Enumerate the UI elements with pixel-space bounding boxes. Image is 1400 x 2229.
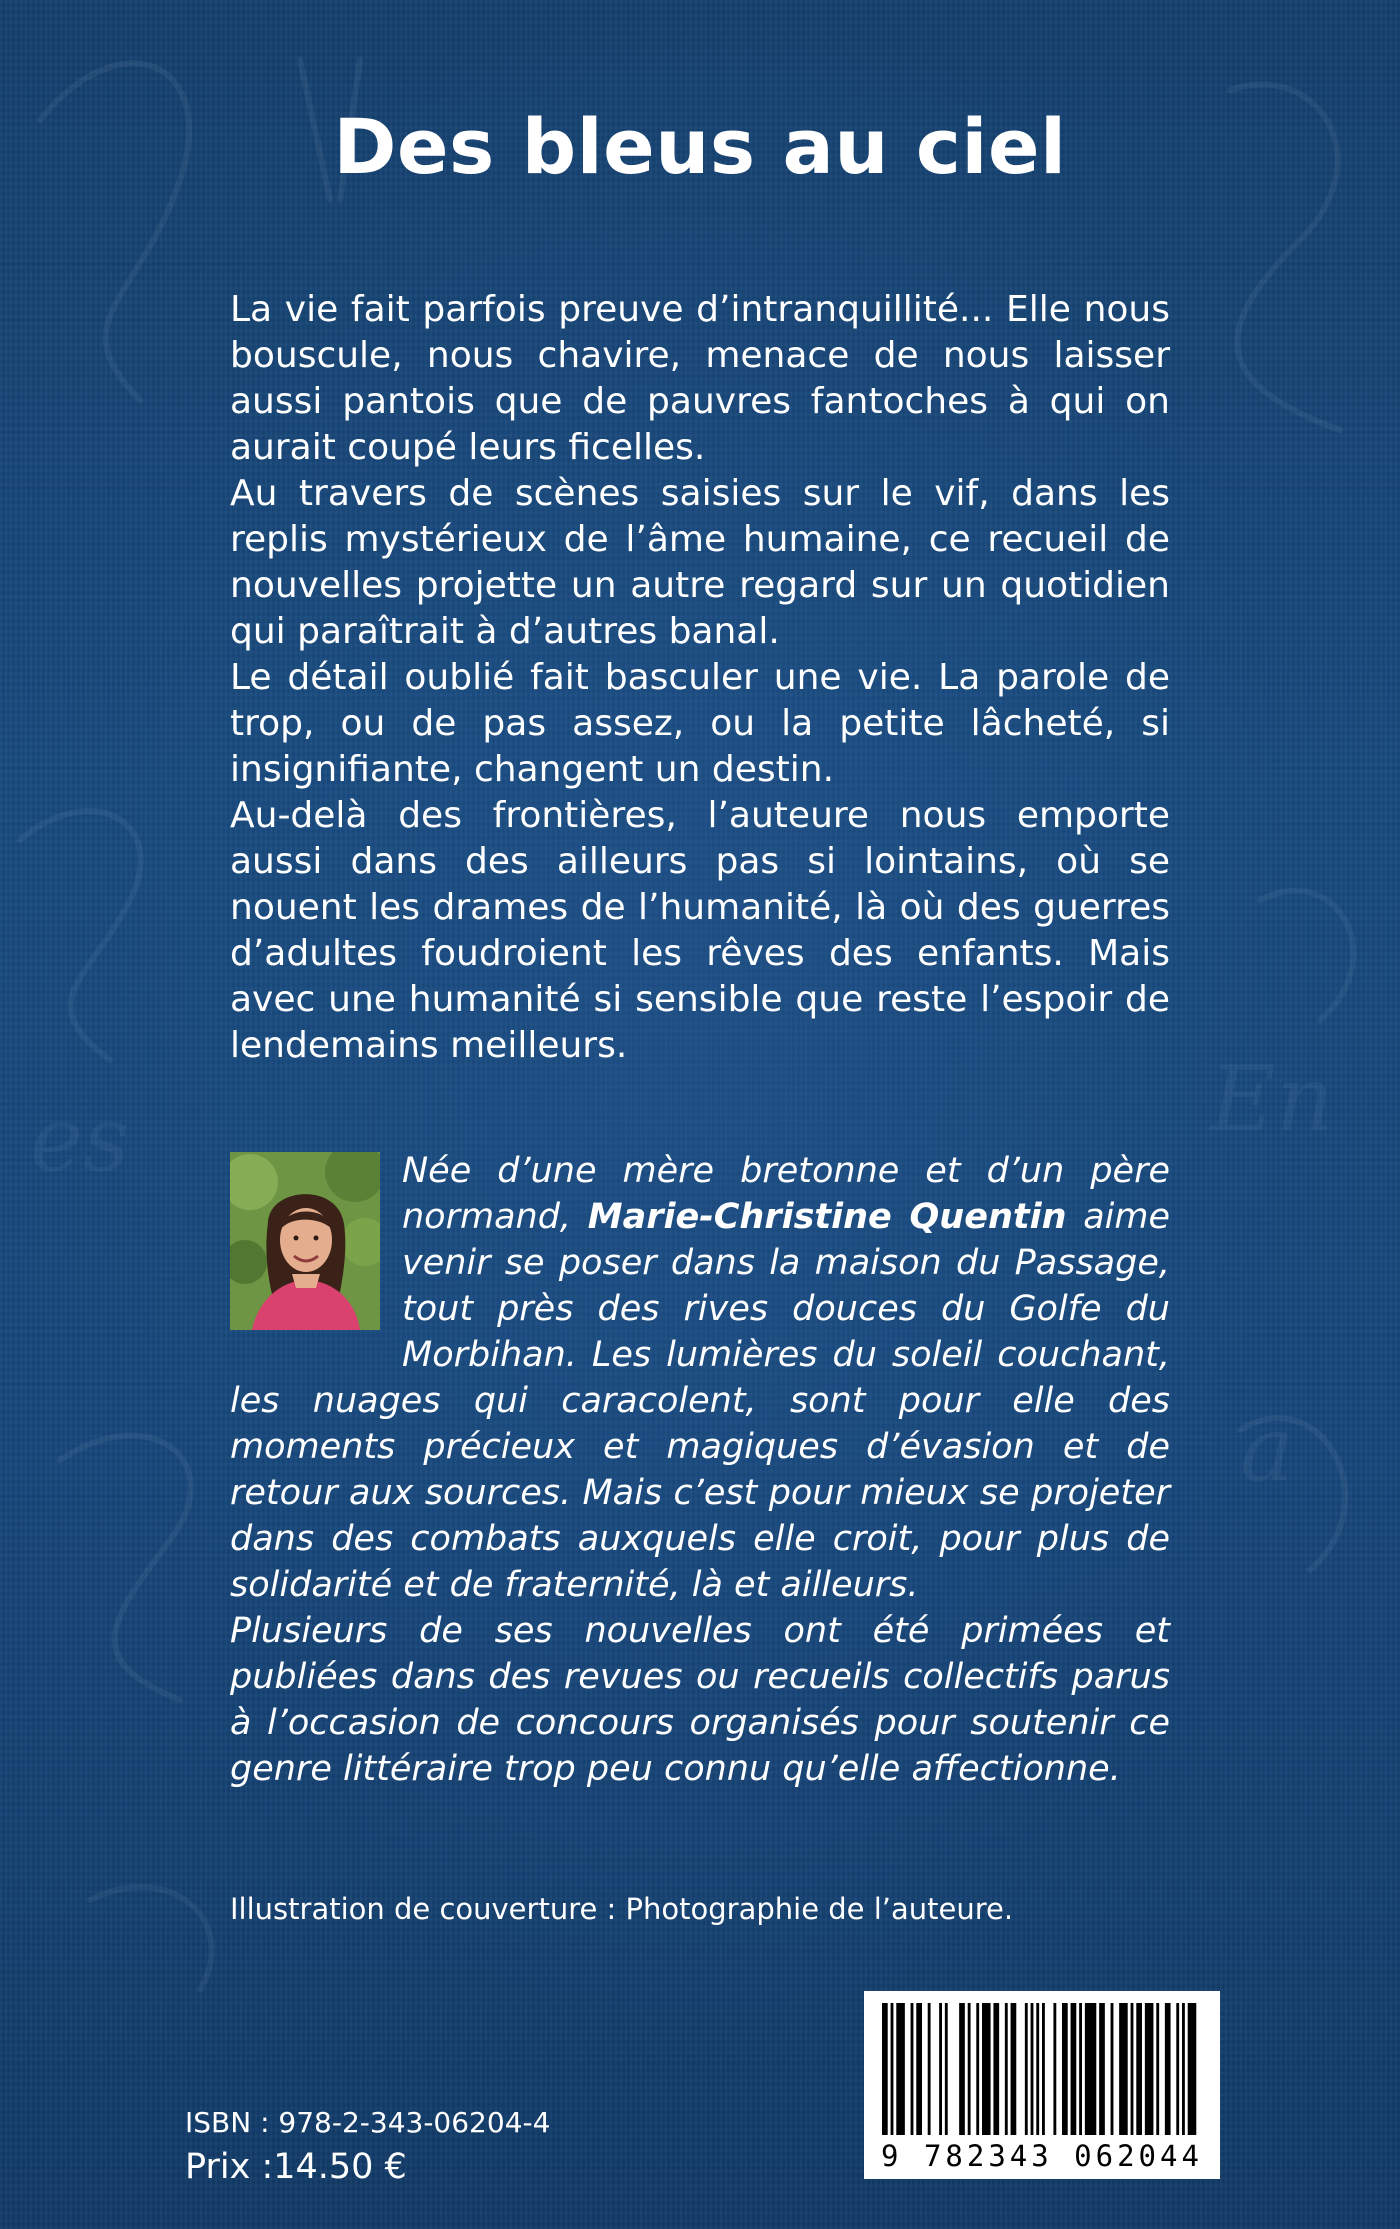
synopsis-paragraph: Au travers de scènes saisies sur le vif, dans les replis mystérieux de l’âme humaine, ce recueil de nouvelles projette un autre regard sur un quotidien qui paraîtrait à d’autres banal. — [230, 473, 1170, 652]
svg-text:a: a — [1240, 1397, 1294, 1502]
isbn-barcode — [864, 1991, 1220, 2179]
barcode-bar — [928, 2003, 931, 2135]
barcode-bar — [891, 2003, 894, 2135]
barcode-bar — [1119, 2003, 1128, 2135]
barcode-bar — [882, 2003, 888, 2135]
barcode-bar — [1062, 2003, 1068, 2135]
barcode-bar — [1182, 2003, 1185, 2135]
author-biography — [230, 1148, 1170, 1792]
barcode-bar — [1176, 2003, 1179, 2135]
barcode-bar — [1025, 2003, 1028, 2135]
barcode-bar — [968, 2003, 971, 2135]
barcode-digits: 9 782343 062044 — [881, 2139, 1203, 2173]
barcode-bar — [911, 2003, 914, 2135]
barcode-bar — [976, 2003, 979, 2135]
author-bio-rest: aime venir se poser dans la maison du Passage, tout près des rives douces du Golfe du Morbihan. Les lumières du soleil couchant, les nuages qui caracolent, sont pour elle des moments précieux et magiques d’évasion et de retour aux sources. Mais c’est pour mieux se projeter dans des combats auxquels elle croit, pour plus de solidarité et de fraternité, là et ailleurs. — [230, 1197, 1170, 1605]
author-photo — [230, 1152, 380, 1330]
barcode-bar — [1036, 2003, 1039, 2135]
barcode-bar — [916, 2003, 922, 2135]
barcode-bar — [1042, 2003, 1045, 2135]
barcode-bar — [1156, 2003, 1159, 2135]
barcode-bar — [1005, 2003, 1008, 2135]
barcode-bar — [1011, 2003, 1017, 2135]
svg-text:es: es — [30, 1087, 130, 1192]
svg-text:En: En — [1210, 1047, 1334, 1152]
barcode-bar — [896, 2003, 905, 2135]
barcode-bars — [882, 2003, 1202, 2135]
barcode-bar — [1079, 2003, 1082, 2135]
book-price: Prix :14.50 € — [185, 2147, 407, 2187]
book-title: Des bleus au ciel — [333, 102, 1067, 191]
barcode-bar — [1071, 2003, 1077, 2135]
barcode-bar — [993, 2003, 999, 2135]
barcode-bar — [1145, 2003, 1154, 2135]
barcode-bar — [1085, 2003, 1096, 2135]
author-portrait-image — [230, 1152, 380, 1330]
barcode-bar — [945, 2003, 948, 2135]
barcode-bar — [1031, 2003, 1034, 2135]
barcode-bar — [1165, 2003, 1171, 2135]
synopsis-paragraph: La vie fait parfois preuve d’intranquillité... Elle nous bouscule, nous chavire, menace de nous laisser aussi pantois que de pauvres fantoches à qui on aurait coupé leurs ficelles. — [230, 289, 1170, 468]
author-name: Marie-Christine Quentin — [587, 1197, 1067, 1237]
author-bio-intro: Née d’une mère bretonne et d’un père normand, — [402, 1151, 1170, 1237]
barcode-bar — [1136, 2003, 1142, 2135]
barcode-bar — [1188, 2003, 1197, 2135]
cover-illustration-credit: Illustration de couverture : Photographie de l’auteure. — [230, 1892, 1014, 1926]
synopsis-paragraph: Le détail oublié fait basculer une vie. La parole de trop, ou de pas assez, ou la petite lâcheté, si insignifiante, changent un destin. — [230, 657, 1170, 790]
synopsis-text — [230, 287, 1170, 1069]
barcode-bar — [1099, 2003, 1105, 2135]
barcode-bar — [939, 2003, 942, 2135]
barcode-bar — [1053, 2003, 1056, 2135]
author-bio-paragraph-2: Plusieurs de ses nouvelles ont été primées et publiées dans des revues ou recueils collectifs parus à l’occasion de concours organisés pour soutenir ce genre littéraire trop peu connu qu’elle affectionne. — [230, 1611, 1170, 1789]
barcode-bar — [1111, 2003, 1114, 2135]
barcode-bar — [959, 2003, 965, 2135]
barcode-bar — [982, 2003, 991, 2135]
isbn-number: ISBN : 978-2-343-06204-4 — [185, 2106, 551, 2139]
synopsis-paragraph: Au-delà des frontières, l’auteure nous emporte aussi dans des ailleurs pas si lointains, où se nouent les drames de l’humanité, là où des guerres d’adultes foudroient les rêves des enfants. Mais avec une humanité si sensible que reste l’espoir de lendemains meilleurs. — [230, 795, 1170, 1066]
barcode-bar — [1131, 2003, 1134, 2135]
